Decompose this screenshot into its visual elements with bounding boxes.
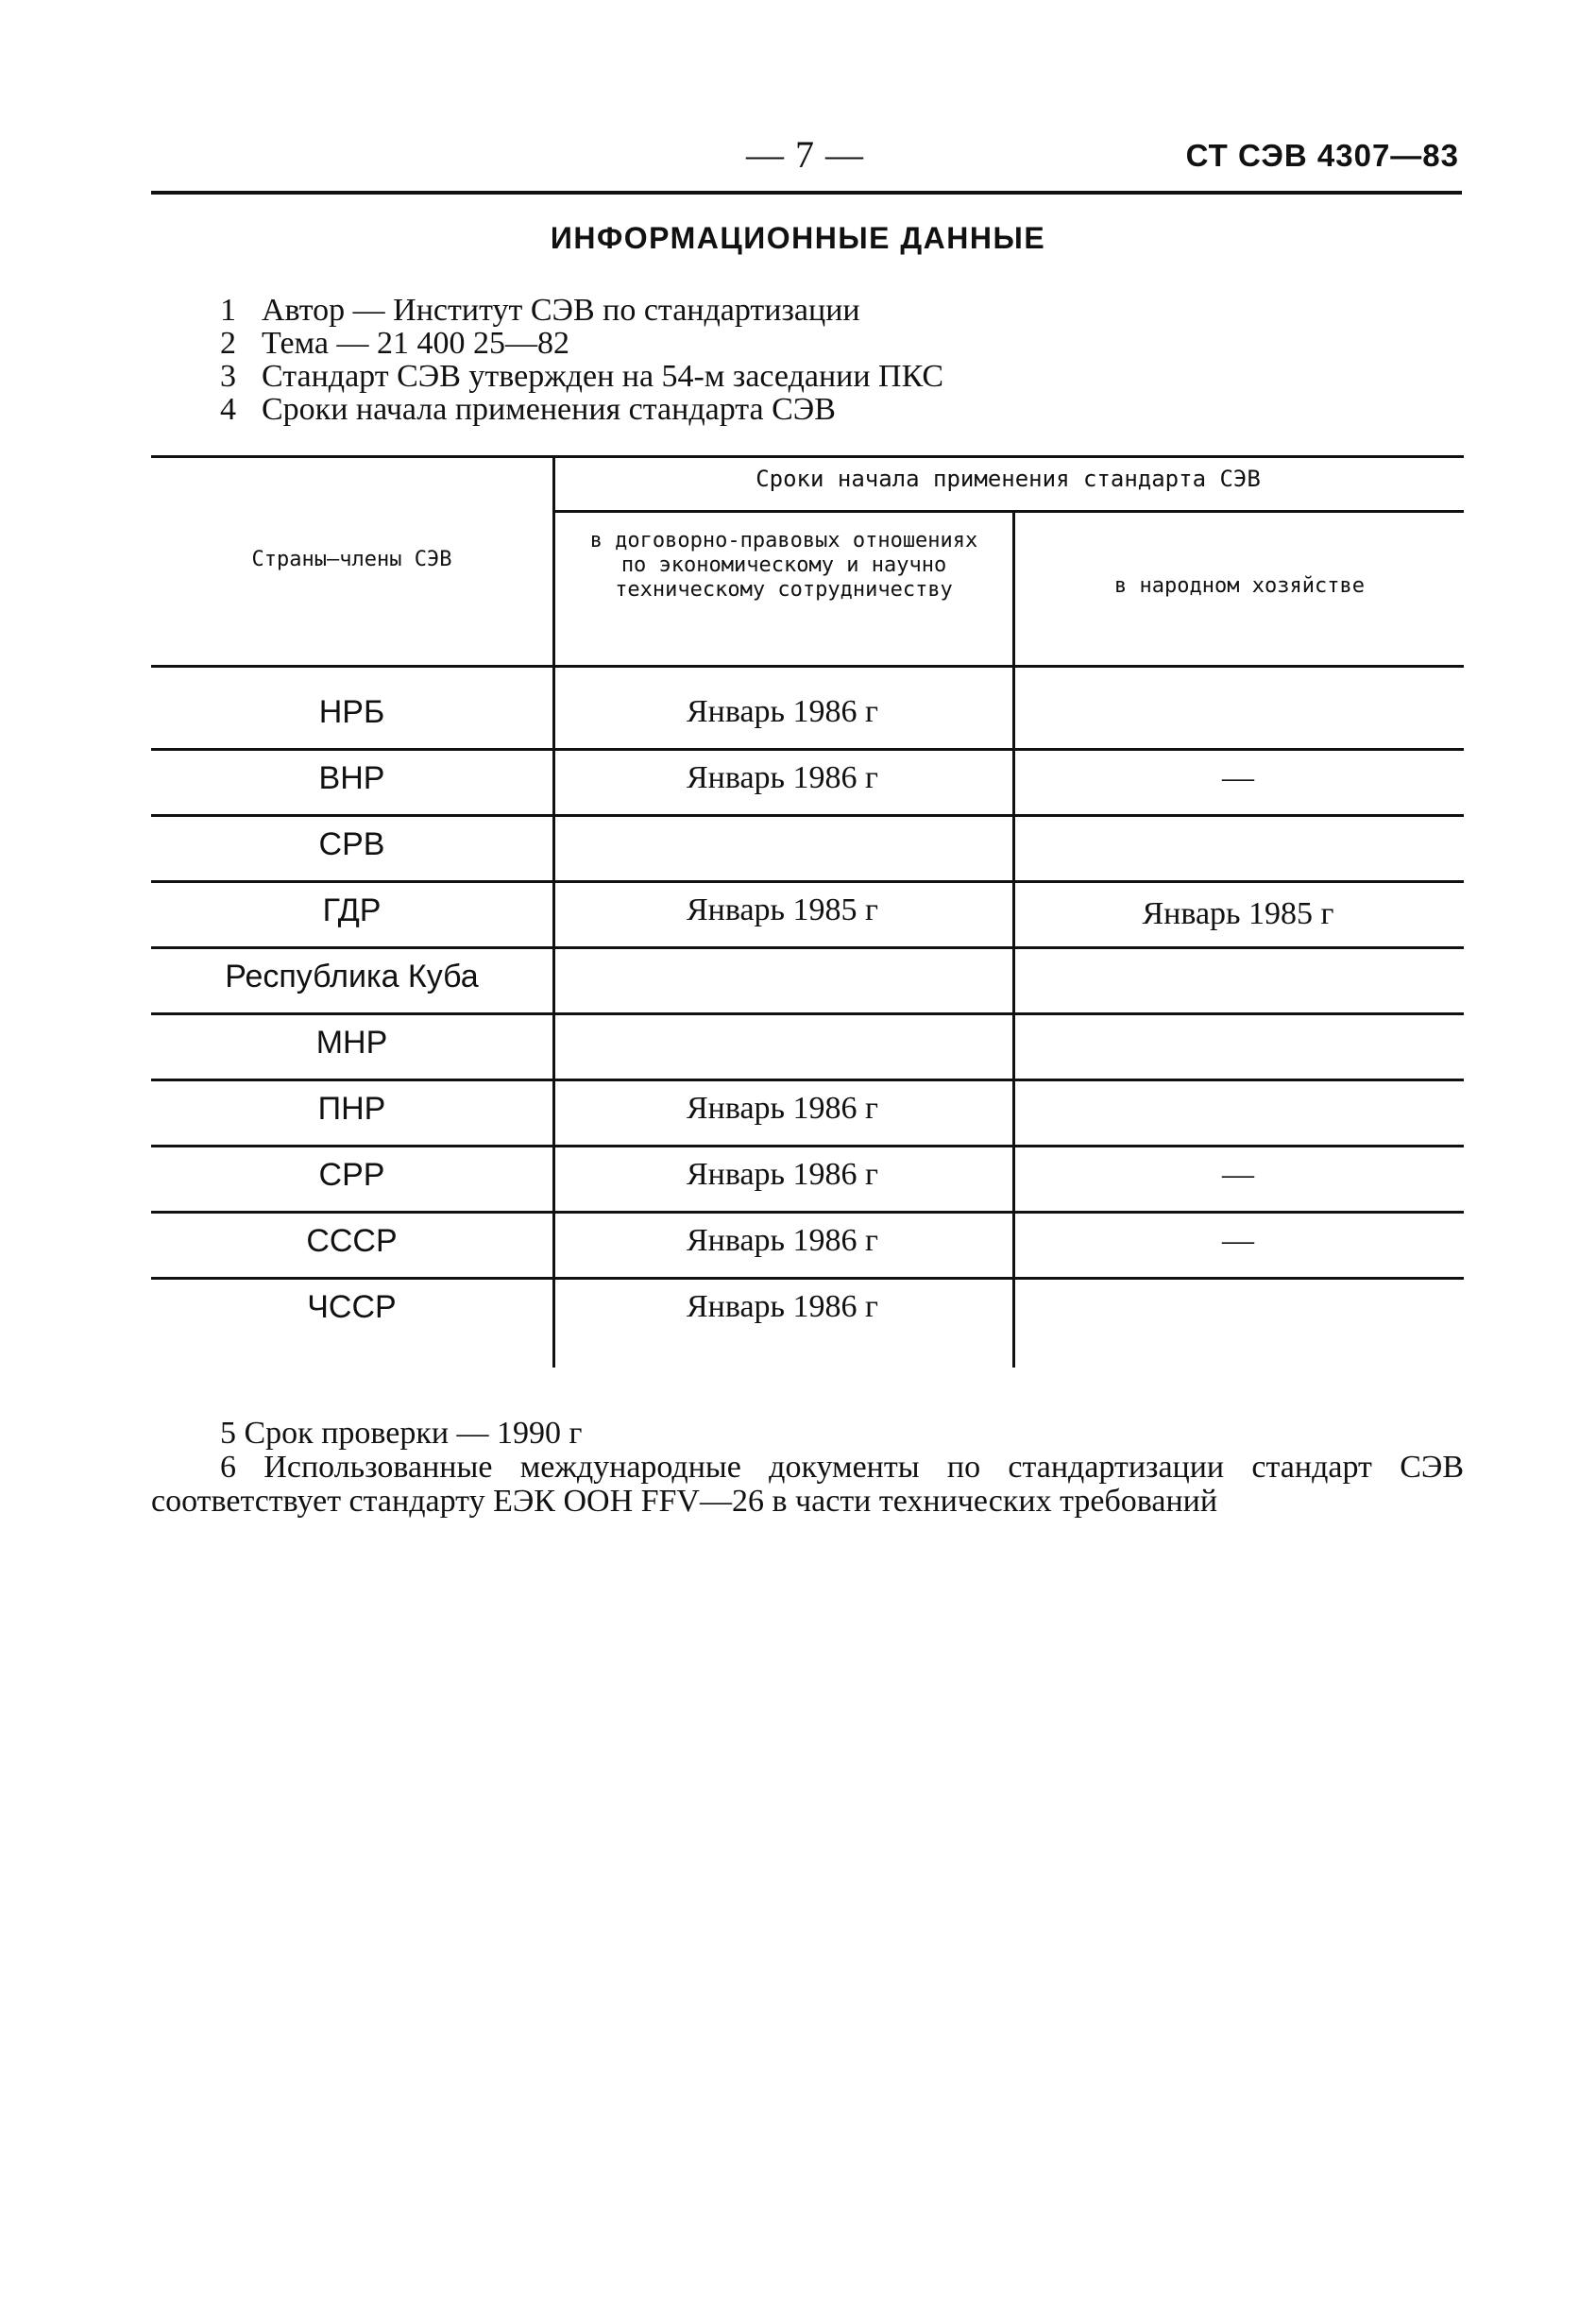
country-cell: ВНР — [318, 760, 385, 796]
info-item-number: 2 — [220, 326, 236, 361]
dates-table — [151, 455, 1464, 1368]
contract-date-cell: Январь 1986 г — [686, 1157, 879, 1192]
row-rule — [151, 1211, 1464, 1214]
footer-notes — [151, 1417, 1464, 1519]
contract-date-cell: Январь 1986 г — [686, 1289, 879, 1324]
country-cell: ПНР — [317, 1091, 386, 1127]
info-item-number: 4 — [220, 392, 236, 427]
info-item-number: 3 — [220, 359, 236, 394]
info-item-text: Сроки начала применения стандарта СЭВ — [262, 392, 836, 427]
contract-date-cell: Январь 1986 г — [686, 694, 879, 729]
national-date-cell: — — [1222, 760, 1254, 795]
country-cell: СССР — [306, 1223, 398, 1259]
row-rule — [151, 1145, 1464, 1147]
national-date-cell: — — [1222, 1223, 1254, 1258]
info-item — [220, 360, 943, 393]
review-term: 5 Срок проверки — 1990 г — [220, 1416, 583, 1451]
international-docs — [151, 1451, 1464, 1519]
country-cell: ГДР — [322, 892, 382, 928]
contract-date-cell: Январь 1985 г — [686, 892, 879, 927]
table-top-rule — [151, 455, 1464, 458]
contract-date-cell: Январь 1986 г — [686, 760, 879, 795]
row-rule — [151, 814, 1464, 817]
national-date-cell: Январь 1985 г — [1142, 896, 1334, 931]
contract-date-cell: Январь 1986 г — [686, 1091, 879, 1126]
info-item-number: 1 — [220, 293, 236, 328]
row-rule — [151, 1277, 1464, 1280]
document-code: СТ СЭВ 4307—83 — [1185, 138, 1459, 173]
info-list — [220, 294, 943, 426]
info-item — [220, 327, 943, 360]
country-cell: НРБ — [318, 694, 385, 730]
header-national: в народном хозяйстве — [1114, 574, 1365, 598]
info-item — [220, 393, 943, 426]
section-title: ИНФОРМАЦИОННЫЕ ДАННЫЕ — [550, 221, 1046, 255]
country-cell: СРВ — [318, 826, 385, 862]
header-group: Сроки начала применения стандарта СЭВ — [756, 466, 1261, 492]
header-rule — [151, 191, 1462, 195]
international-docs-text: 6 Использованные международные документы по стандартизации стандарт СЭВ соответствует стандарту ЕЭК ООН FFV—26 в части технических требований — [151, 1450, 1464, 1519]
country-cell: Республика Куба — [225, 959, 479, 994]
info-item-text: Тема — 21 400 25—82 — [262, 326, 569, 361]
header-group-rule — [552, 510, 1464, 513]
info-item-text: Стандарт СЭВ утвержден на 54-м заседании ПКС — [262, 359, 944, 394]
country-cell: СРР — [318, 1157, 385, 1193]
header-bottom-rule — [151, 665, 1464, 668]
row-rule — [151, 946, 1464, 949]
page-number: — 7 — — [746, 133, 864, 176]
info-item — [220, 294, 943, 327]
row-rule — [151, 748, 1464, 751]
info-item-text: Автор — Институт СЭВ по стандартизации — [262, 293, 860, 328]
header-contract: в договорно-правовых отношениях по экономическому и научно техническому сотрудничеству — [589, 529, 978, 602]
national-date-cell: — — [1222, 1157, 1254, 1192]
header-countries: Страны—члены СЭВ — [251, 548, 452, 571]
country-cell: МНР — [315, 1025, 388, 1061]
country-cell: ЧССР — [307, 1289, 397, 1325]
row-rule — [151, 880, 1464, 883]
contract-date-cell: Январь 1986 г — [686, 1223, 879, 1258]
row-rule — [151, 1079, 1464, 1081]
row-rule — [151, 1012, 1464, 1015]
